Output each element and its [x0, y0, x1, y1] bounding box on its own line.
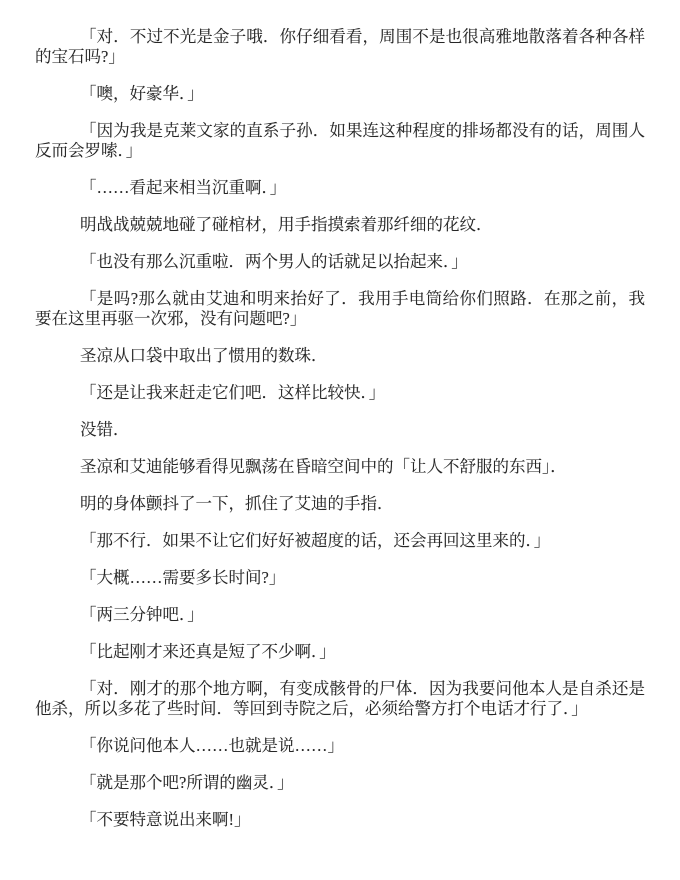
- paragraph-19: 「就是那个吧?所谓的幽灵．」: [80, 773, 294, 792]
- paragraph-1: 「对．不过不光是金子哦．你仔细看看，周围不是也很高雅地散落着各种各样的宝石吗?」: [35, 27, 645, 66]
- paragraph-3: 「因为我是克莱文家的直系子孙．如果连这种程度的排场都没有的话，周围人反而会罗嗦．」: [35, 121, 645, 160]
- paragraph-16: 「比起刚才来还真是短了不少啊．」: [80, 642, 336, 661]
- paragraph-14: 「大概……需要多长时间?」: [80, 568, 286, 587]
- paragraph-5: 明战战兢兢地碰了碰棺材，用手指摸索着那纤细的花纹．: [80, 215, 493, 234]
- paragraph-8: 圣凉从口袋中取出了惯用的数珠．: [80, 346, 328, 365]
- paragraph-20: 「不要特意说出来啊!」: [80, 810, 251, 829]
- paragraph-12: 明的身体颤抖了一下，抓住了艾迪的手指．: [80, 494, 394, 513]
- paragraph-17: 「对．刚才的那个地方啊，有变成骸骨的尸体．因为我要问他本人是自杀还是他杀，所以多花了些时间．等回到寺院之后，必须给警方打个电话才行了．」: [35, 679, 645, 718]
- paragraph-7: 「是吗?那么就由艾迪和明来抬好了．我用手电筒给你们照路．在那之前，我要在这里再驱一次邪，没有问题吧?」: [35, 289, 645, 328]
- paragraph-2: 「噢，好豪华．」: [80, 84, 204, 103]
- paragraph-18: 「你说问他本人……也就是说……」: [80, 736, 344, 755]
- paragraph-6: 「也没有那么沉重啦．两个男人的话就足以抬起来．」: [80, 252, 468, 271]
- paragraph-15: 「两三分钟吧．」: [80, 605, 204, 624]
- paragraph-9: 「还是让我来赶走它们吧．这样比较快．」: [80, 383, 386, 402]
- paragraph-4: 「……看起来相当沉重啊．」: [80, 178, 287, 197]
- paragraph-10: 没错．: [80, 420, 130, 439]
- paragraph-13: 「那不行．如果不让它们好好被超度的话，还会再回这里来的．」: [80, 531, 551, 550]
- paragraph-11: 圣凉和艾迪能够看得见飘荡在昏暗空间中的「让人不舒服的东西」．: [80, 457, 567, 476]
